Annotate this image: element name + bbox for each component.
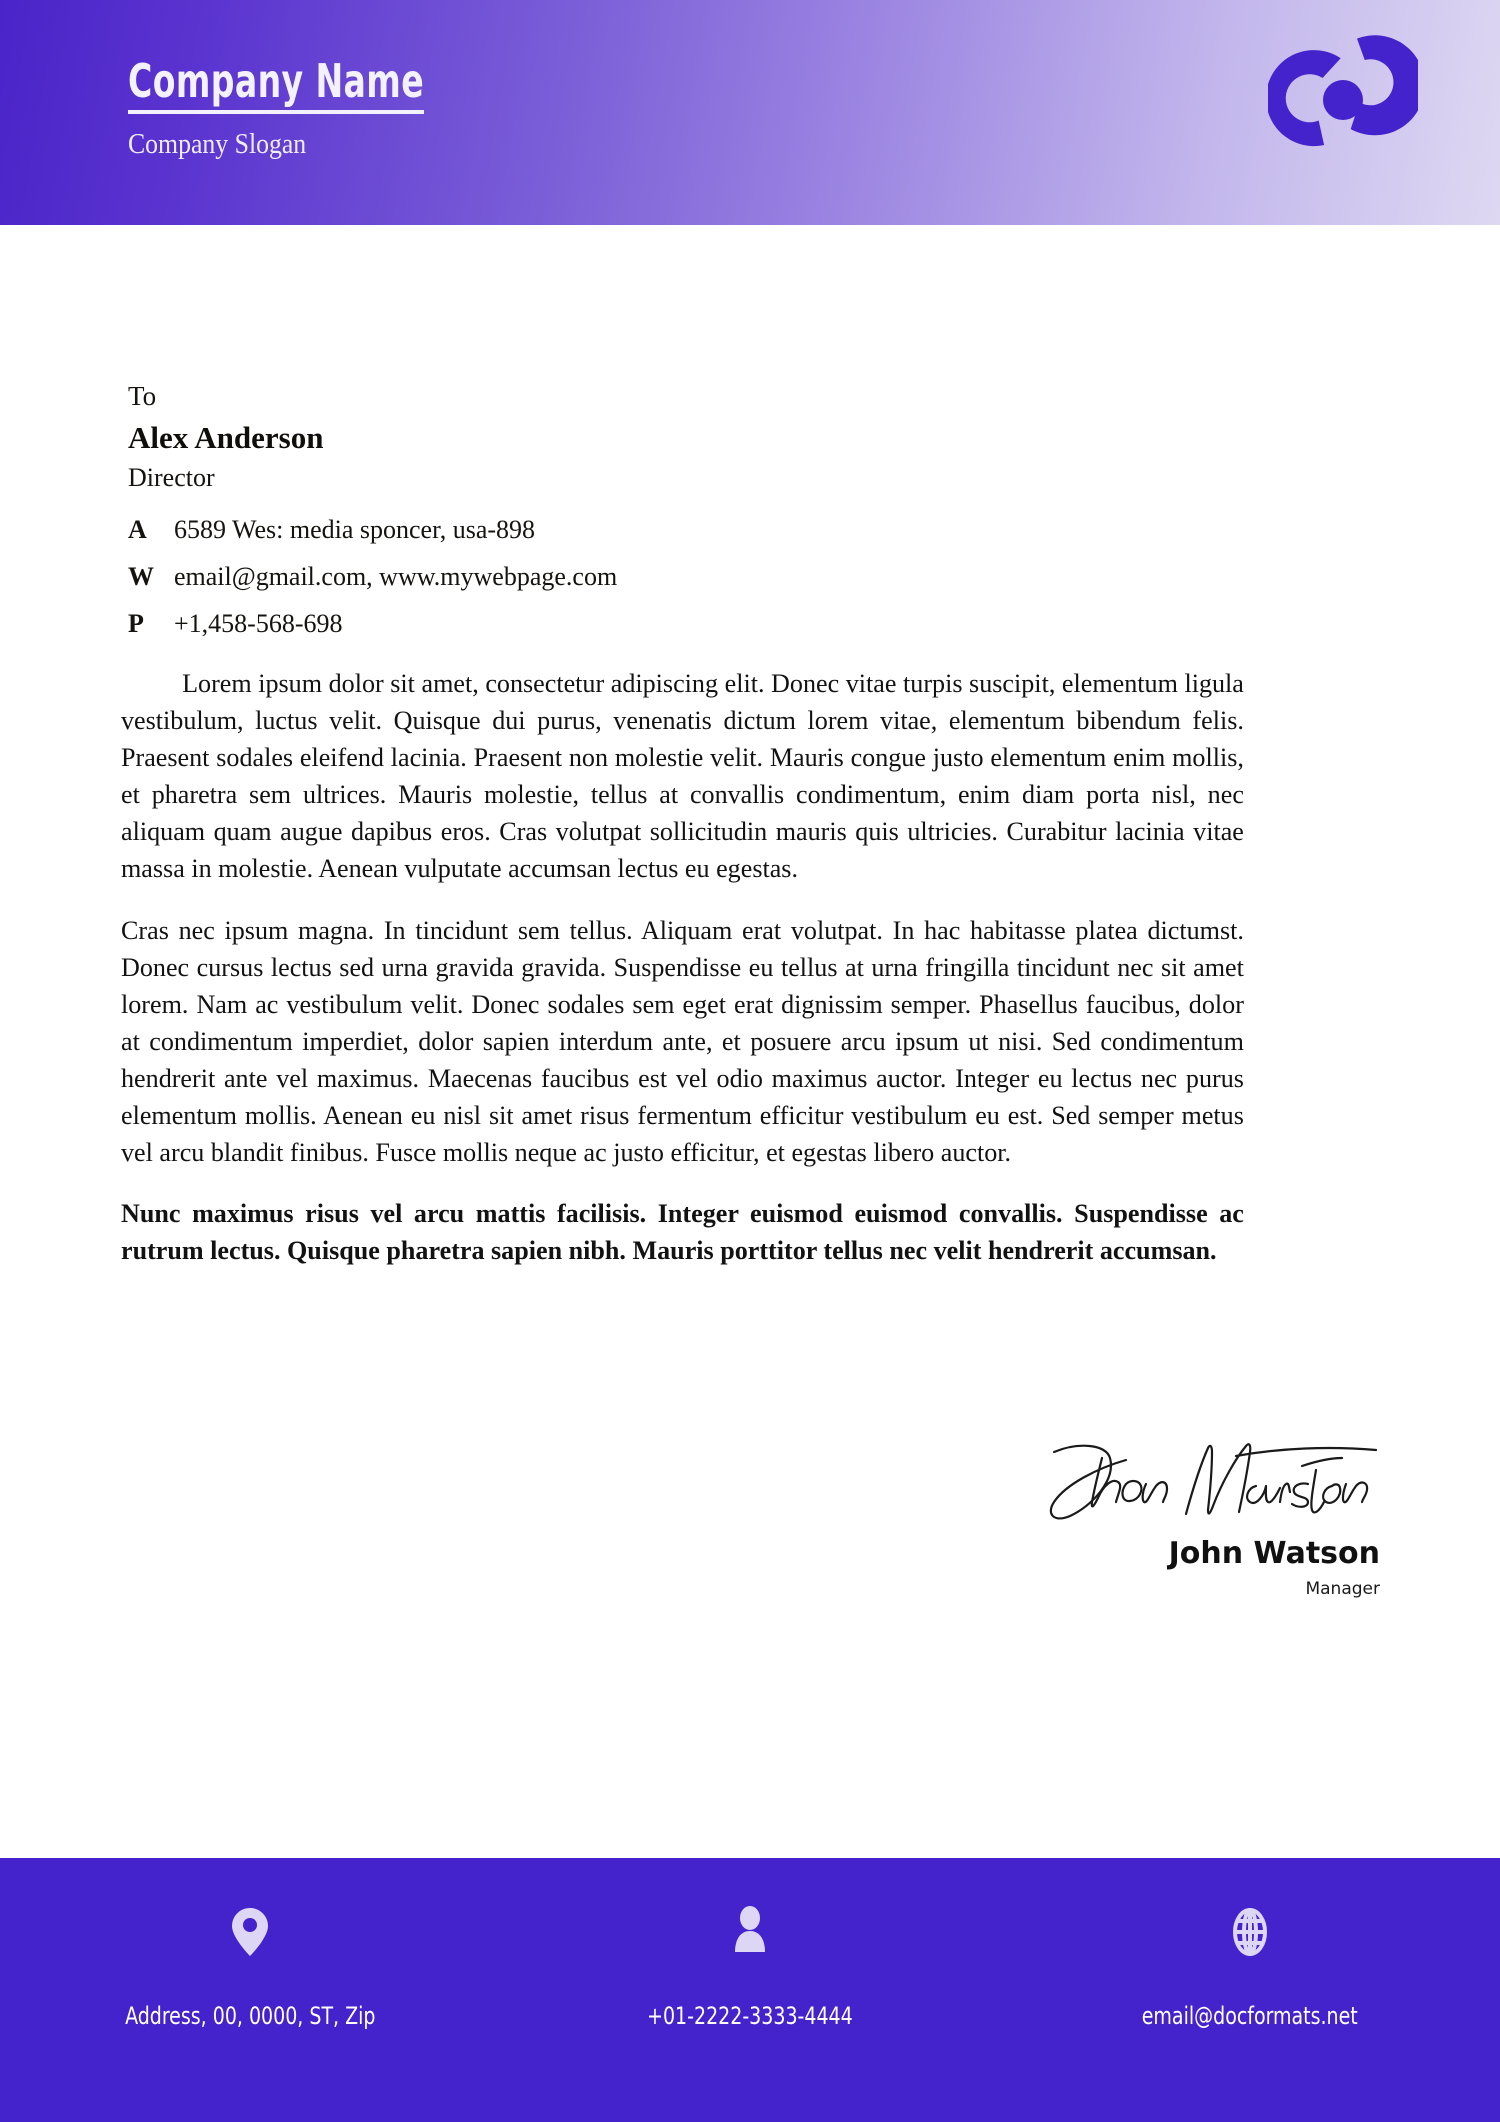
contact-key-web: W — [128, 561, 154, 591]
footer-item-phone — [500, 1858, 1000, 2122]
footer-email-text: email@docformats.net — [1141, 2002, 1359, 2030]
contact-key-address: A — [128, 514, 147, 544]
footer-item-address — [0, 1858, 500, 2122]
person-icon — [732, 1906, 768, 1958]
company-name: Company Name — [128, 58, 424, 114]
recipient-contact-list — [128, 515, 928, 639]
footer-address-text: Address, 00, 0000, ST, Zip — [124, 2002, 376, 2030]
footer-item-email — [1000, 1858, 1500, 2122]
recipient-to-label: To — [128, 381, 157, 411]
brand-block — [128, 54, 498, 161]
letter-paragraph-2: Cras nec ipsum magna. In tincidunt sem tellus. Aliquam erat volutpat. In hac habitasse platea dictumst. Donec cursus lectus sed urna gravida gravida. Suspendisse eu tellus at urna fringilla tincidunt nec sit amet lorem. Nam ac vestibulum velit. Donec sodales sem eget erat dignissim semper. Phasellus faucibus, dolor at condimentum imperdiet, dolor sapien interdum ante, et posuere arcu ipsum ut nisi. Sed condimentum hendrerit ante vel maximus. Maecenas faucibus est vel odio maximus auctor. Integer eu lectus nec purus elementum mollis. Aenean eu nisl sit amet risus fermentum efficitur vestibulum eu est. Sed semper metus vel arcu blandit finibus. Fusce mollis neque ac justo efficitur, et egestas libero auctor. — [121, 914, 1244, 1168]
letterhead-header — [0, 0, 1500, 225]
signatory-title: Manager — [1305, 1579, 1380, 1599]
contact-row-address — [128, 515, 928, 545]
letter-page — [0, 225, 1500, 1858]
letterhead-footer — [0, 1858, 1500, 2122]
footer-phone-text: +01-2222-3333-4444 — [647, 2002, 853, 2030]
letter-paragraph-3: Nunc maximus risus vel arcu mattis facilisis. Integer euismod euismod convallis. Suspendisse ac rutrum lectus. Quisque pharetra sapien nibh. Mauris porttitor tellus nec velit hendrerit accumsan. — [121, 1198, 1244, 1266]
recipient-name: Alex Anderson — [128, 419, 324, 455]
letter-paragraph-1: Lorem ipsum dolor sit amet, consectetur adipiscing elit. Donec vitae turpis suscipit, elementum ligula vestibulum, luctus velit. Quisque dui purus, venenatis dictum lorem vitae, elementum bibendum felis. Praesent sodales eleifend lacinia. Praesent non molestie velit. Mauris congue justo elementum enim mollis, et pharetra sem ultrices. Mauris molestie, tellus at convallis condimentum, enim diam porta nisl, nec aliquam quam augue dapibus eros. Cras volutpat sollicitudin mauris quis ultricies. Curabitur lacinia vitae massa in molestie. Aenean vulputate accumsan lectus eu egestas. — [121, 668, 1244, 884]
recipient-role: Director — [128, 463, 215, 493]
company-slogan: Company Slogan — [128, 129, 307, 160]
contact-row-phone — [128, 609, 928, 639]
contact-key-phone: P — [128, 608, 144, 638]
contact-row-web — [128, 562, 928, 592]
contact-value-phone: +1,458-568-698 — [174, 608, 343, 638]
handwritten-signature-icon — [1040, 1440, 1380, 1535]
contact-value-web: email@gmail.com, www.mywebpage.com — [174, 561, 618, 591]
location-pin-icon — [230, 1906, 270, 1958]
globe-icon — [1228, 1906, 1272, 1958]
letter-body — [121, 665, 1261, 1293]
signature-block — [1040, 1440, 1380, 1599]
contact-value-address: 6589 Wes: media sponcer, usa-898 — [174, 514, 536, 544]
interlocking-spiral-logo-icon — [1268, 18, 1418, 158]
signatory-name: John Watson — [1168, 1536, 1380, 1571]
recipient-block — [128, 380, 928, 656]
